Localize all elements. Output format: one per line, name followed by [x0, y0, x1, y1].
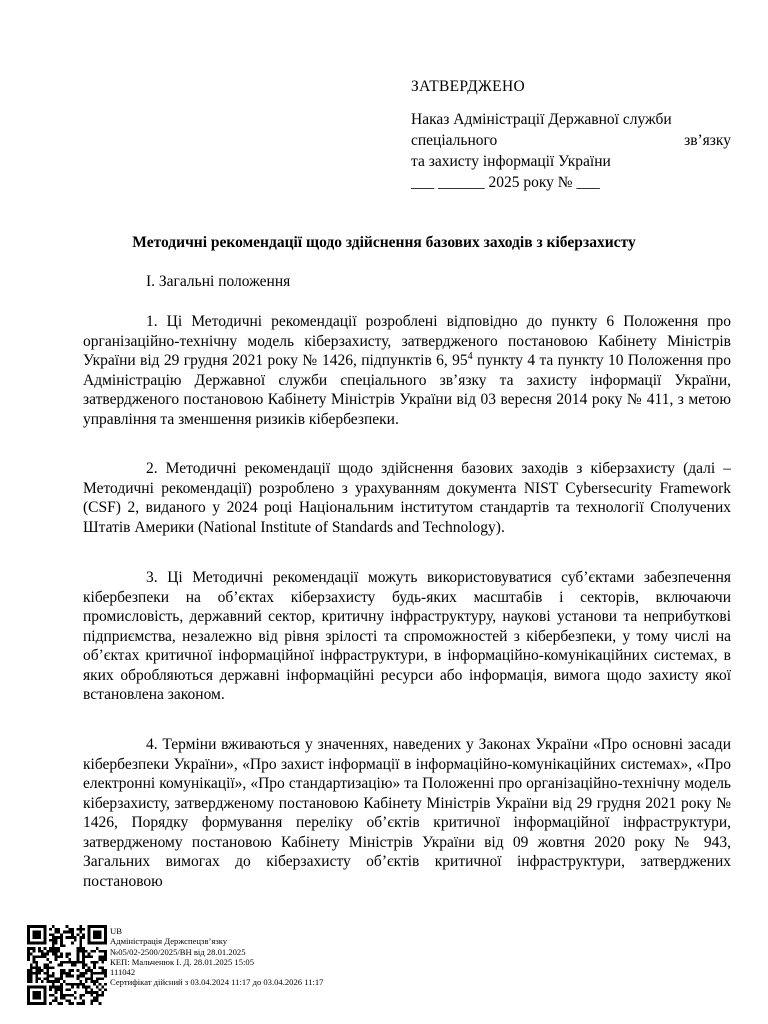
signature-line-4: КЕП: Мальченюк І. Д. 28.01.2025 15:05 — [110, 956, 254, 967]
approval-line-2b: зв’язку — [684, 132, 731, 149]
paragraph-4: 4. Терміни вживаються у значеннях, наведених у Законах України «Про основні засади кібербезпеки України», «Про захист інформації в інформаційно-комунікаційних системах», «Про електронні комунікації», «Про стандартизацію» та Положенні про організаційно-технічну модель кіберзахисту, затвердженому постановою Кабінету Міністрів України від 29 грудня 2021 року № 1426, Порядку формування переліку об’єктів критичної інформаційної інфраструктури, затвердженому постановою Кабінету Міністрів України від 09 жовтня 2020 року № 943, Загальних вимогах до кіберзахисту об’єктів критичної інфраструктури, затверджених постановою — [83, 736, 731, 890]
signature-line-2: Адміністрація Держспецзв’язку — [110, 936, 228, 947]
paragraph-1-part-b: пункту 4 та пункту 10 Положення про Адміністрацію Державної служби спеціального зв’язку та захисту інформації України, затвердженого постановою Кабінету Міністрів України від 03 вересня 2014 року № 411, з метою управління та зменшення ризиків кібербезпеки. — [83, 352, 731, 428]
paragraph-3: 3. Ці Методичні рекомендації можуть використовуватися суб’єктами забезпечення кібербезпеки на об’єктах кіберзахисту будь-яких масштабів і секторів, включаючи промисловість, державний сектор, критичну інфраструктуру, наукові установи та неприбуткові підприємства, незалежно від рівня зрілості та спроможностей з кібербезпеки, у тому числі на об’єктах критичної інформаційної інфраструктури, в інформаційно-комунікаційних системах, в яких обробляються державні інформаційні ресурси або інформація, вимога щодо захисту якої встановлена законом. — [83, 569, 731, 703]
paragraph-1 — [83, 312, 731, 429]
signature-line-6: Сертифікат дійсний з 03.04.2024 11:17 до 03.04.2026 11:17 — [110, 977, 324, 988]
signature-info — [110, 926, 323, 988]
signature-line-3: №05/02-2500/2025/ВН від 28.01.2025 — [110, 946, 246, 957]
qr-code-icon — [27, 925, 107, 1005]
section-heading: I. Загальні положення — [146, 273, 291, 290]
paragraph-1-part-a: 1. Ці Методичні рекомендації розроблені відповідно до пункту 6 Положення про організаційно-технічну модель кіберзахисту, затвердженого постановою Кабінету Міністрів України від 29 грудня 2021 року № 1426, підпунктів 6, 95 — [83, 313, 731, 369]
paragraph-1-superscript: 4 — [467, 350, 473, 362]
approval-block — [411, 76, 731, 193]
approval-line-2 — [411, 130, 731, 151]
paragraph-2: 2. Методичні рекомендації щодо здійснення базових заходів з кіберзахисту (далі – Методичні рекомендації) розроблено з урахуванням документа NIST Cybersecurity Framework (CSF) 2, виданого у 2024 році Національним інститутом стандартів та технології Сполучених Штатів Америки (National Institute of Standards and Technology). — [83, 460, 731, 536]
signature-line-5: 111042 — [110, 967, 136, 978]
approval-heading: ЗАТВЕРДЖЕНО — [411, 78, 525, 95]
approval-line-3: та захисту інформації України — [411, 153, 611, 170]
approval-line-2a: спеціального — [411, 132, 498, 149]
approval-line-4: ___ ______ 2025 року № ___ — [411, 174, 600, 191]
approval-line-1: Наказ Адміністрації Державної служби — [411, 111, 672, 128]
signature-line-1: UB — [110, 926, 122, 936]
document-title: Методичні рекомендації щодо здійснення базових заходів з кіберзахисту — [132, 234, 636, 251]
